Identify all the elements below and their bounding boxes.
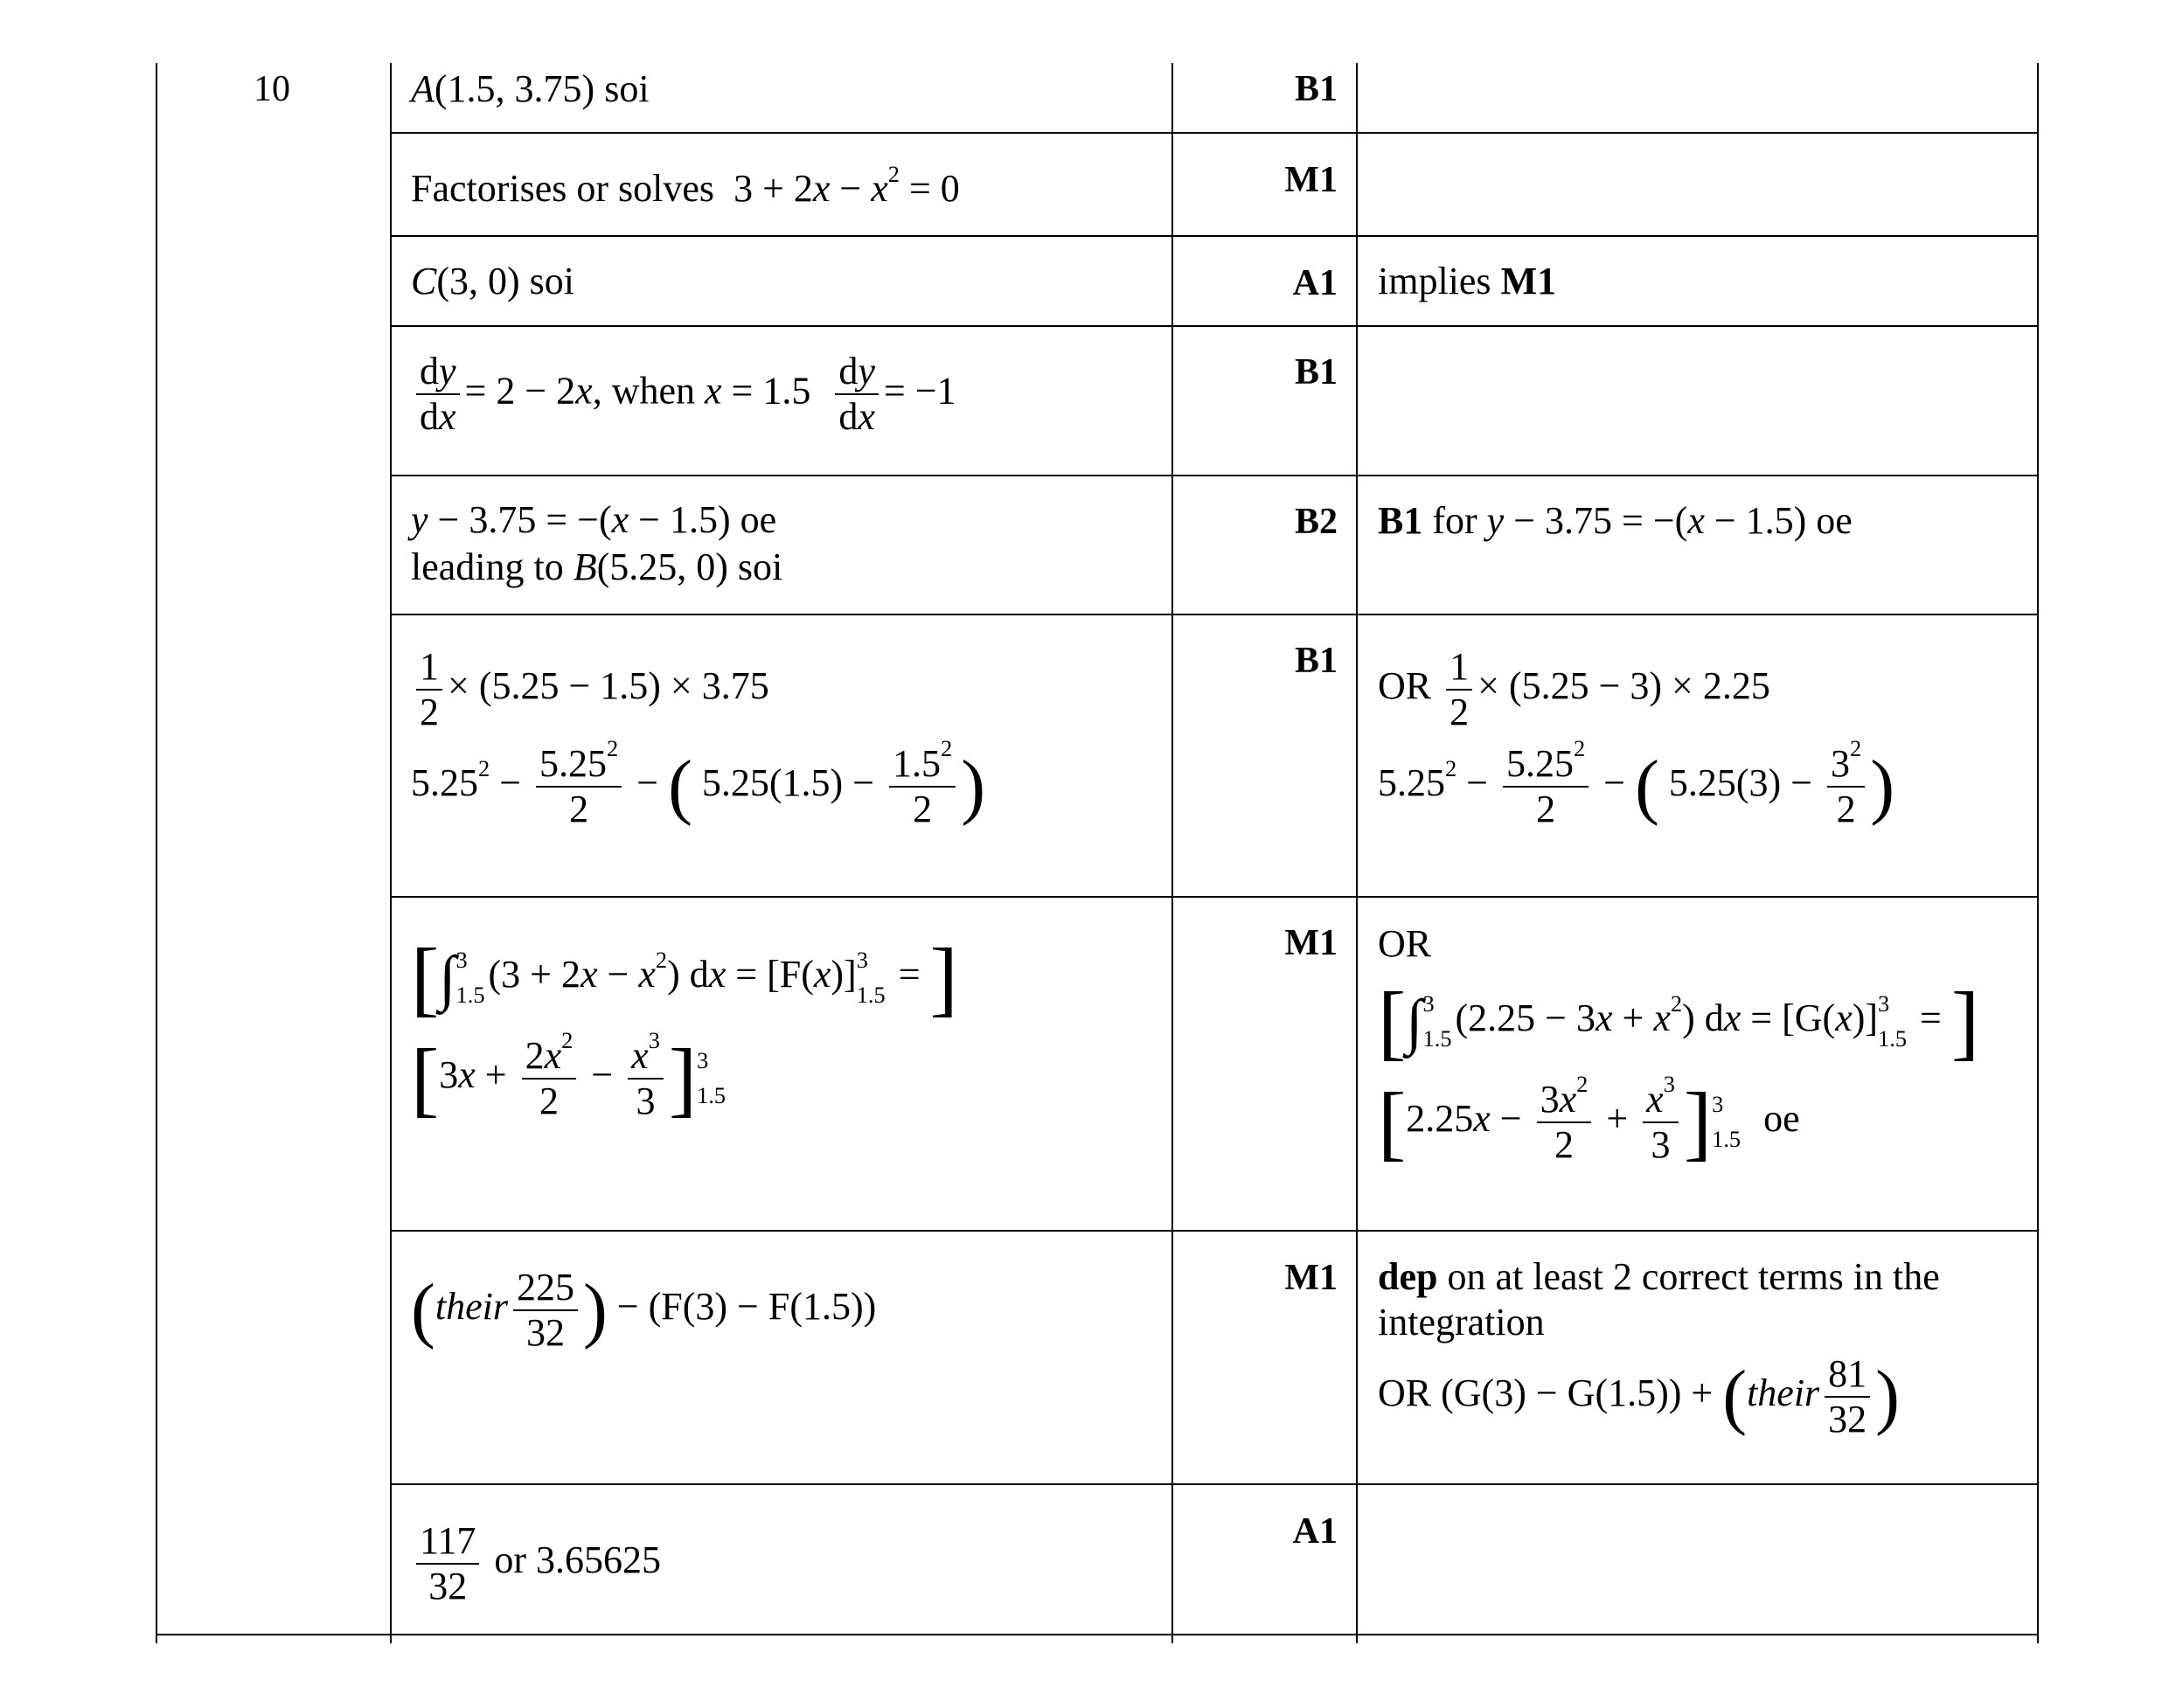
bottom-line [156,1634,2039,1635]
answer-row-4: $\frac{dy}{dx}$ = 2 − 2x, when x = 1.5 $\frac{dy}{dx}$ = −1 [411,351,956,437]
mark: B1 [1294,69,1338,109]
row-line [392,325,2039,327]
left-border [156,63,157,1643]
guidance-row-5: B1 for y − 3.75 = −(x − 1.5) oe [1378,499,1853,542]
col-divider-2 [1171,63,1173,1643]
mark: A1 [1292,1511,1338,1552]
question-number: 10 [254,69,290,109]
row-line [392,235,2039,237]
row-line [392,132,2039,134]
answer-row-6: $\frac{1}{2}$ × (5.25 − 1.5) × 3.75 $5.25^2$ − $\frac{5.25^2}{2}$ − ( 5.25(1.5) − $\frac{1.5^2}{2}$ ) [411,644,986,830]
row-line [392,896,2039,898]
col-divider-3 [1356,63,1358,1643]
answer-row-1: A(1.5, 3.75) soi [411,67,650,110]
right-border [2037,63,2039,1643]
answer-row-9: $\frac{117}{32}$ or 3.65625 [411,1512,661,1608]
answer-row-7: [∫ 3 1.5 $(3 + 2x - x^2)$ dx = [F(x)] 3 1.5 = ] [3x + $\frac{2x^2}{2}$ − $\frac{x^3}{3}$ ] 3 1.5 [411,930,958,1125]
mark: M1 [1284,923,1338,963]
answer-row-5: y − 3.75 = −(x − 1.5) oe leading to B(5.25, 0) soi [411,498,783,588]
mark: B1 [1294,352,1338,392]
mark: A1 [1292,263,1338,303]
mark: M1 [1284,160,1338,200]
mark: M1 [1284,1258,1338,1298]
answer-row-2: Factorises or solves $3 + 2x - x^2 = 0$ [411,160,960,210]
answer-row-3: C(3, 0) soi [411,260,575,302]
row-line [392,1230,2039,1232]
guidance-row-8: dep on at least 2 correct terms in the integration OR (G(3) − G(1.5)) + (their $\frac{81}{32}$ ) [1378,1255,1940,1441]
guidance-row-7: OR [∫ 3 1.5 $(2.25 - 3x + x^2)$ dx = [G(x)] 3 1.5 = ] [2.25x − $\frac{3x^2}{2}$ + $\frac{x^3}{3}$ ] 3 1.5 oe [1378,922,1980,1169]
row-line [392,614,2039,615]
answer-row-8: (their $\frac{225}{32}$ ) − (F(3) − F(1.5)) [411,1265,877,1354]
mark: B2 [1294,502,1338,542]
mark: B1 [1294,641,1338,681]
guidance-row-6: OR $\frac{1}{2}$ × (5.25 − 3) × 2.25 $5.25^2$ − $\frac{5.25^2}{2}$ − ( 5.25(3) − $\frac{3^2}{2}$ ) [1378,644,1895,830]
guidance-row-3: implies M1 [1378,260,1557,302]
col-divider-1 [390,63,392,1643]
row-line [392,475,2039,476]
row-line [392,1483,2039,1485]
